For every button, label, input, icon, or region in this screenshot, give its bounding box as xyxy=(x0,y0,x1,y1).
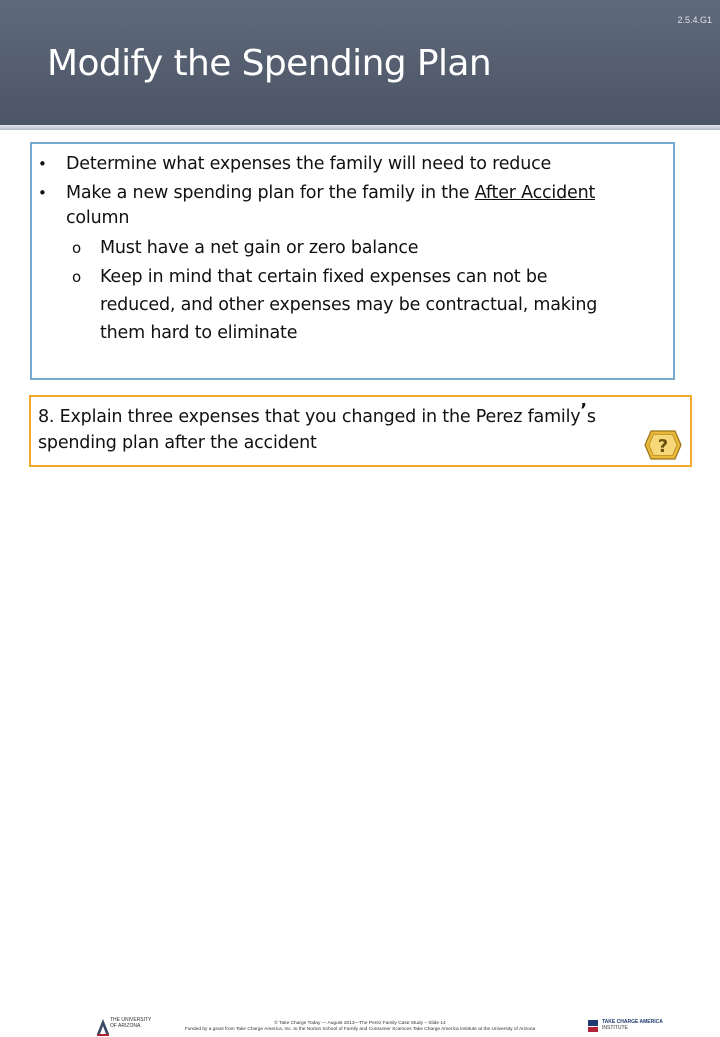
sub-bullet-marker: o xyxy=(72,239,82,257)
banner-divider xyxy=(0,125,720,130)
bullet-new-spending-plan xyxy=(66,182,595,204)
slide-code: 2.5.4.G1 xyxy=(677,15,712,25)
sub-bullet-fixed-expenses-l1: Keep in mind that certain fixed expenses can not be xyxy=(100,267,548,287)
question-box xyxy=(29,395,692,467)
question-text: 8. Explain three expenses that you changed in the Perez family xyxy=(38,407,581,427)
question-line-1 xyxy=(38,401,596,428)
bullet-new-spending-plan-text: Make a new spending plan for the family in the xyxy=(66,183,475,203)
bullet-box xyxy=(30,142,675,380)
sub-bullet-marker: o xyxy=(72,268,82,286)
sub-bullet-fixed-expenses-l2: reduced, and other expenses may be contractual, making xyxy=(100,295,598,315)
footer xyxy=(0,505,720,1032)
university-logo-icon xyxy=(96,1017,110,1037)
svg-text:?: ? xyxy=(657,436,669,457)
university-name-line-1: THE UNIVERSITY xyxy=(110,1017,152,1023)
university-name xyxy=(110,1017,151,1029)
question-line-2: spending plan after the accident xyxy=(38,433,317,453)
question-apostrophe: ’ xyxy=(580,401,587,421)
slide-title: Modify the Spending Plan xyxy=(47,43,492,84)
sub-bullet-fixed-expenses-l3: them hard to eliminate xyxy=(100,323,298,343)
bullet-marker: • xyxy=(38,184,47,202)
take-charge-america-logo-icon xyxy=(588,1018,600,1034)
copyright-line: © Take Charge Today — August 2013—The Perez Family Case Study – Slide 14 xyxy=(274,1021,446,1026)
tca-name-line-2: INSTITUTE xyxy=(602,1025,628,1031)
tca-name-line-1: TAKE CHARGE AMERICA xyxy=(602,1019,663,1025)
after-accident-term: After Accident xyxy=(474,183,596,203)
university-name-line-2: OF ARIZONA. xyxy=(110,1023,142,1029)
funding-credit-line: Funded by a grant from Take Charge America, Inc. to the Norton School of Family and Consumer Sciences Take Charge America Institute at the University of Arizona xyxy=(184,1027,536,1032)
bullet-marker: • xyxy=(38,155,47,173)
bullet-determine-expenses: Determine what expenses the family will need to reduce xyxy=(66,154,552,174)
bullet-new-spending-plan-cont: column xyxy=(66,208,130,228)
take-charge-america-name xyxy=(602,1019,663,1031)
question-mark-icon xyxy=(643,427,683,463)
title-banner xyxy=(0,0,720,125)
sub-bullet-net-gain: Must have a net gain or zero balance xyxy=(100,238,419,258)
question-text-end: s xyxy=(586,407,596,427)
